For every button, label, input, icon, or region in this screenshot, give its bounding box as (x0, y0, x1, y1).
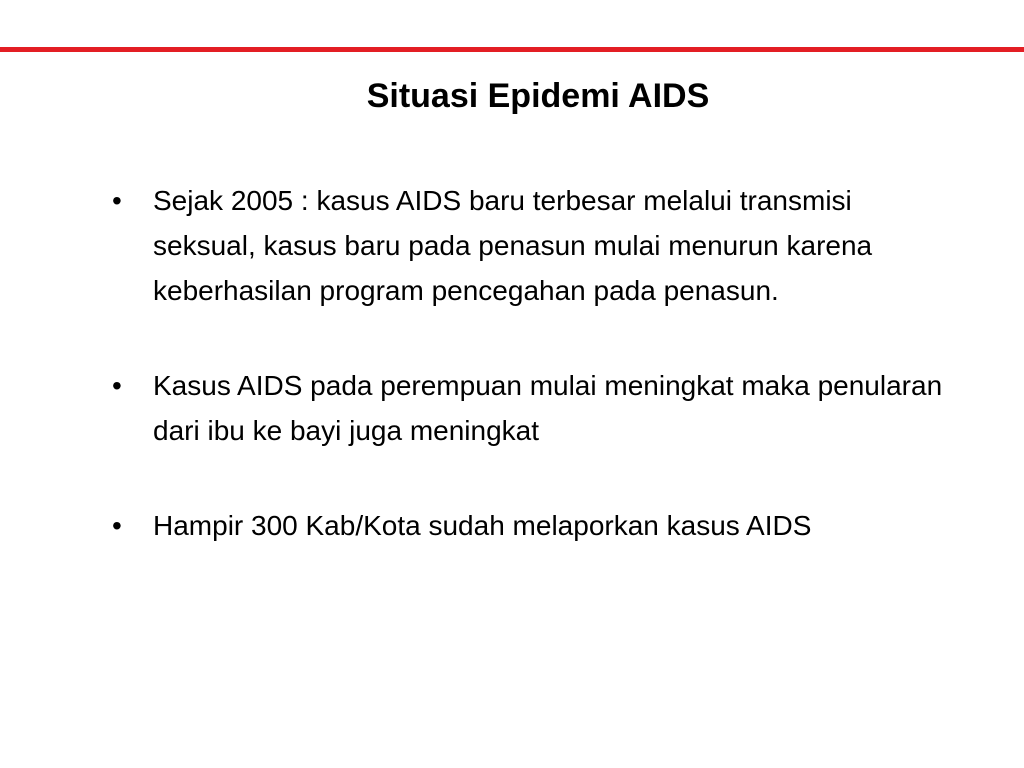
slide-title: Situasi Epidemi AIDS (366, 77, 710, 115)
bullet-icon: • (112, 185, 122, 216)
bullet-icon: • (112, 370, 122, 401)
bullet-item (112, 178, 952, 313)
bullet-item (112, 503, 952, 548)
bullet-text: Hampir 300 Kab/Kota sudah melaporkan kasus AIDS (153, 510, 812, 541)
bullet-list (112, 178, 952, 548)
bullet-item (112, 363, 952, 453)
bullet-icon: • (112, 510, 122, 541)
bullet-text: Sejak 2005 : kasus AIDS baru terbesar melalui transmisi seksual, kasus baru pada penasun mulai menurun karena keberhasilan program pencegahan pada penasun. (153, 185, 873, 306)
top-red-rule (0, 47, 1024, 52)
bullet-text: Kasus AIDS pada perempuan mulai meningkat maka penularan dari ibu ke bayi juga meningkat (153, 370, 943, 446)
